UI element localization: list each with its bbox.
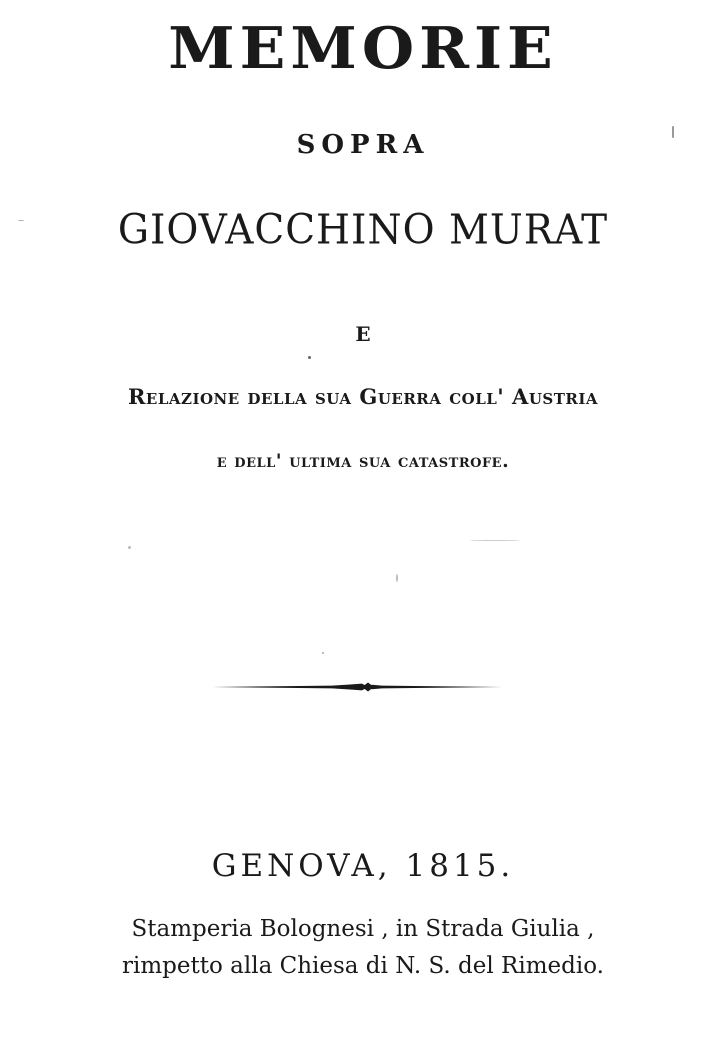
paper-speck [308, 356, 311, 359]
subtitle-line-1: Relazione della sua Guerra coll' Austria [127, 384, 599, 409]
book-title: MEMORIE [168, 15, 558, 83]
paper-speck [18, 220, 24, 221]
imprint-city-year: GENOVA, 1815. [211, 848, 515, 884]
paper-speck [672, 126, 674, 138]
subtitle-line-2: e dell' ultima sua catastrofe. [216, 450, 510, 472]
paper-speck [396, 574, 398, 582]
title-conjunction: E [355, 322, 371, 346]
imprint-printer-line-2: rimpetto alla Chiesa di N. S. del Rimedio. [122, 953, 604, 979]
paper-speck [322, 652, 324, 654]
ornamental-rule-icon [212, 676, 502, 698]
paper-speck [470, 540, 520, 541]
title-preposition: SOPRA [296, 130, 430, 160]
title-subject: GIOVACCHINO MURAT [117, 206, 609, 255]
paper-speck [128, 546, 131, 549]
imprint-printer-line-1: Stamperia Bolognesi , in Strada Giulia , [131, 916, 595, 942]
